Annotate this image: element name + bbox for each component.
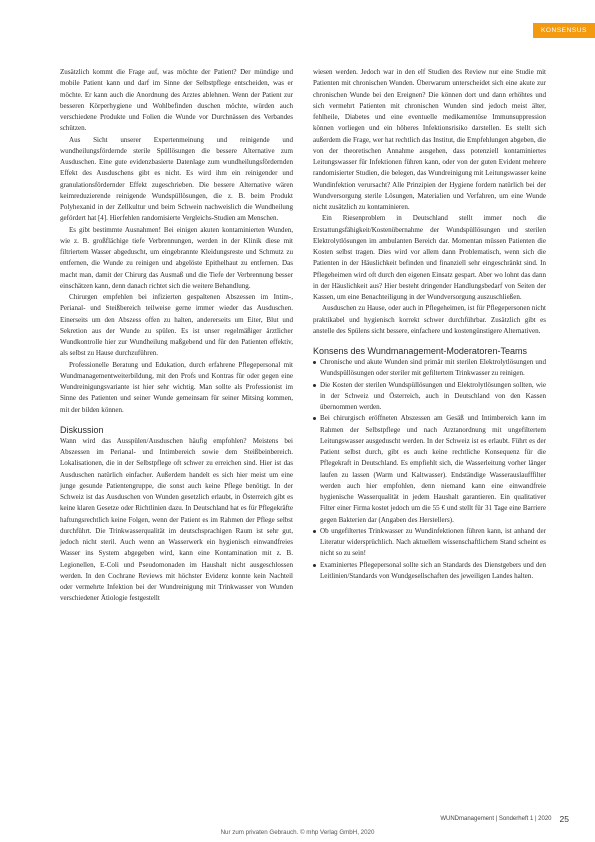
discussion-paragraph: Wann wird das Ausspülen/Ausduschen häufig empfohlen? Meistens bei Abszessen im Perianal- und Intimbereich sowie dem Steißbeinbereich. Lokalisationen, die in der Selbstpflege oft schwer zu erreichen sind. Hier ist das Ausduschen natürlich einfacher. Außerdem handelt es sich hier meist um eine junge gesunde Patientengruppe, die sonst auch keine Pflege benötigt. In der Schweiz ist das Ausduschen von Wunden gesetzlich erlaubt, in Österreich gibt es keine klaren Gesetze oder Richtlinien dazu. In Deutschland hat es für Pflegekräfte haftungsrechtlich keine Folgen, wenn der Patient es im Rahmen der Pflege selbst durchführt. Die Trinkwasserqualität im deutschsprachigen Raum ist sehr gut, jedoch nicht steril. Auch wenn an Wasserwerk ein hygienisch einwandfreies Wasser ins System abgegeben wird, kann eine Kontamination mit z. B. Legionellen, E-Coli und Pseudomonaden im Haushalt nicht ausgeschlossen werden. In den Cochrane Reviews mit höchster Evidenz konnte kein Nachteil oder vermehrte Infektion bei der Wundreinigung mit Trinkwasser von Wunden verschiedener Ätiologie festgestellt [60, 436, 293, 603]
paragraph: Professionelle Beratung und Edukation, durch erfahrene Pflegepersonal mit Wundmanagementweiterbildung, mit den Profs und Kontras für oder gegen eine Wundreinigungsvariante ist hier sehr wichtig. Man sollte als Professionist im Sinne des Patienten und seiner Wunde gemeinsam für seiner Mitsing kommen, mit der bilden können. [60, 360, 293, 414]
list-item: Bei chirurgisch eröffneten Abszessen am Gesäß und Intimbereich kann im Rahmen der Selbstpflege und nach Arztanordnung mit ungefiltertem Leitungswasser ausgeduscht werden. In der Schweiz ist es erlaubt. Führt es der Patient selbst durch, gibt es auch keine rechtliche Konsequenz für die Pflegekraft in Deutschland. Es empfiehlt sich, die Wasserleitung vorher länger laufen zu lassen (Warm und Kaltwasser). Endständige Wasserauslaufffilter werden auch hier empfohlen, denn niemand kann eine einwandfreie hygienische Wasserqualität in jedem Haushalt garantieren. Ein qualitativer Filter einer Firma kostet jedoch um die 55 € und stellt für 31 Tage eine Barriere gegen Bakterien dar (Angaben des Herstellers). [313, 413, 546, 526]
list-item: Die Kosten der sterilen Wundspüllösungen und Elektrolytlösungen sollten, wie in der Schweiz und Österreich, auch in Deutschland von den Kassen übernommen werden. [313, 380, 546, 414]
journal-name: WUNDmanagement | Sonderheft 1 | 2020 [440, 816, 552, 822]
paragraph: Chirurgen empfehlen bei infizierten gespaltenen Abszessen im Intim-, Perianal- und Steißbereich teilweise gerne immer wieder das Ausduschen. Einerseits um den Abszess offen zu halten, andererseits um Eiter, Blut und Sekretion aus der Wunde zu spülen. Es ist unser regelmäßiger ärztlicher Wundkontrolle hier zur Wundheilung maßgebend und für den Patienten effektiv, als selbst zu Hause durchzuführen. [60, 293, 293, 358]
heading-konsens: Konsens des Wundmanagement-Moderatoren-Teams [313, 346, 527, 356]
list-item: Chronische und akute Wunden sind primär mit sterilen Elektrolytlösungen und Wundspüllösungen oder steriler mit gefiltertem Trinkwasser zu reinigen. [313, 357, 546, 380]
paragraph: wiesen werden. Jedoch war in den elf Studien des Review nur eine Studie mit Patienten mit chronischen Wunden. Überwarum unterscheidet sich eine akute zur chronischen Wunde bei den Ereignen? Die können dort und dann erhöhtes und sich vermehrt Patienten mit chronischen Wunden sind jedoch meist älter, fehlheile, Diabetes und eine eventuelle medikamentöse Immunsuppression können vorliegen und ein höheres Infektionsrisiko darstellen. Es stellt sich außerdem die Frage, wer hat rechtlich das Institut, die Empfehlungen abgeben, die von der theoretischen Annahme ausgehen, dass potenziell kontaminiertes Leitungswasser für Infektionen führen kann, oder von der guten Evident mehrere randomisierter Studien, die belegen, das Wundreinigung mit Leitungswasser keine Wundinfektion verursacht? Alle Prinzipien der Hygiene fordern natürlich bei der Wundversorgung sterile Lösungen, Materialien und Verfahren, um eine Wunde nicht zusätzlich zu kontaminieren. [313, 68, 546, 211]
page-number: 25 [559, 814, 569, 824]
paragraph: Ausduschen zu Hause, oder auch in Pflegeheimen, ist für Pflegepersonen nicht praktikabel und hygienisch korrekt schwer durchführbar. Zusätzlich gibt es anstelle des Spülens sicht bessere, einfachere und kostengünstigere Alternativen. [313, 304, 546, 335]
paragraph: Es gibt bestimmte Ausnahmen! Bei einigen akuten kontaminierten Wunden, wie z. B. großflächige tiefe Verbrennungen, werden in der Klinik diese mit filtriertem Wasser abgeduscht, um eingebrannte Kleidungsreste und Schmutz zu entfernen, die Wunde zu reinigen und abgelöste Epithelhaut zu entfernen. Das macht man, damit der Chirurg das Ausmaß und die Tiefe der Verbrennung besser einschätzen kann, denn danach richtet sich die weitere Behandlung. [60, 225, 293, 290]
right-column [313, 67, 546, 582]
copyright-notice: Nur zum privaten Gebrauch. © mhp Verlag GmbH, 2020 [220, 829, 375, 836]
consensus-list [313, 357, 546, 582]
paragraph: Zusätzlich kommt die Frage auf, was möchte der Patient? Der mündige und mobile Patient kann und darf im Sinne der Selbstpflege entscheiden, was er möchte. Er kann auch die Anordnung des Arztes ablehnen. Wenn der Patient zur besseren Körperhygiene und Wohlbefinden duschen möchte, würden auch verschiedene Produkte und Folien die Wunde vor Durchnässen des Verbandes schützen. [60, 68, 293, 133]
paragraph: Ein Riesenproblem in Deutschland stellt immer noch die Erstattungsfähigkeit/Kostenübernahme der Wundspüllösungen und sterilen Elektrolytlösungen im ambulanten Bereich dar. Momentan müssen Patienten die Kosten selbst tragen. Dies wird vor allem dann Problematisch, wenn sich die Patienten in der Häuslichkeit befinden und finanziell sehr eingeschränkt sind. In Pflegeheimen wird oft durch den eigenen Einsatz gespart. Aber wo lohnt das dann in der Häuslichkeit aus? Hier besteht dringender Handlungsbedarf von Seiten der Kassen, um eine Benachteiligung in der Wundversorgung auszuschließen. [313, 214, 546, 301]
left-column [60, 67, 293, 605]
list-item: Examiniertes Pflegepersonal sollte sich an Standards des Dienstgebers und den Leitlinien/Standards von Wundgesellschaften des jeweiligen Landes halten. [313, 560, 546, 583]
list-item: Ob ungefiltertes Trinkwasser zu Wundinfektionen führen kann, ist anhand der Literatur widersprüchlich. Nach aktuellem wissenschaftlichem Stand scheint es nicht so zu sein! [313, 526, 546, 560]
page-footer [440, 814, 569, 824]
section-tag: KONSENSUS [533, 23, 595, 38]
paragraph: Aus Sicht unserer Expertenmeinung und reinigende und wundheilungsfördernde sterile Spüllösungen die bessere Alternative zum Ausduschen. Eine gute evidenzbasierte Datenlage zum wundheilungsfördernden Effekt des Ausduschens gibt es nicht. Es wird ihm ein reinigender und granulationsfördernder Effekt zugeschrieben. Die bessere Alternative wären keimreduzierende reinigende Wundspüllösungen, die z. B. beim Produkt Polyhexanid in der Zellkultur und beim Schwein nachweislich die Wundheilung gefördert hat [4]. Hierfehlen randomisierte Vergleichs-Studien am Menschen. [60, 135, 293, 223]
heading-diskussion: Diskussion [60, 424, 104, 435]
